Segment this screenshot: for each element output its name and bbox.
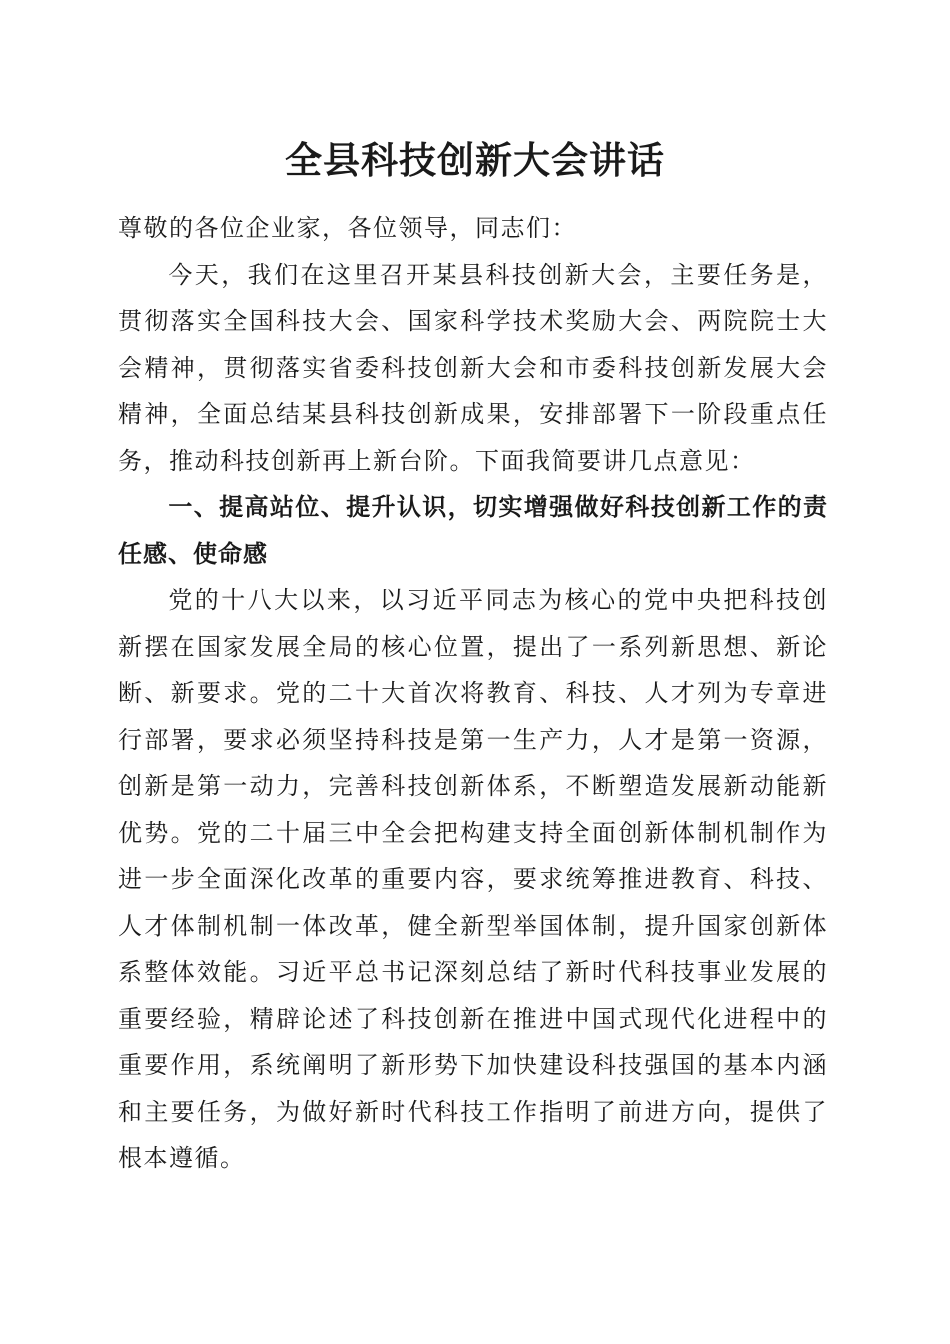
intro-paragraph: 今天，我们在这里召开某县科技创新大会，主要任务是，贯彻落实全国科技大会、国家科学技术奖励大会、两院院士大会精神，贯彻落实省委科技创新大会和市委科技创新发展大会精神，全面总结某县科技创新成果，安排部署下一阶段重点任务，推动科技创新再上新台阶。下面我简要讲几点意见： xyxy=(118,260,828,475)
document-title: 全县科技创新大会讲话 xyxy=(285,138,665,182)
section-heading-1: 一、提高站位、提升认识，切实增强做好科技创新工作的责任感、使命感 xyxy=(118,493,828,568)
document-body xyxy=(118,205,828,1182)
section-paragraph-1: 党的十八大以来，以习近平同志为核心的党中央把科技创新摆在国家发展全局的核心位置，提出了一系列新思想、新论断、新要求。党的二十大首次将教育、科技、人才列为专章进行部署，要求必须坚持科技是第一生产力，人才是第一资源，创新是第一动力，完善科技创新体系，不断塑造发展新动能新优势。党的二十届三中全会把构建支持全面创新体制机制作为进一步全面深化改革的重要内容，要求统筹推进教育、科技、人才体制机制一体改革，健全新型举国体制，提升国家创新体系整体效能。习近平总书记深刻总结了新时代科技事业发展的重要经验，精辟论述了科技创新在推进中国式现代化进程中的重要作用，系统阐明了新形势下加快建设科技强国的基本内涵和主要任务，为做好新时代科技工作指明了前进方向，提供了根本遵循。 xyxy=(118,586,828,1172)
salutation: 尊敬的各位企业家，各位领导，同志们： xyxy=(118,214,577,242)
